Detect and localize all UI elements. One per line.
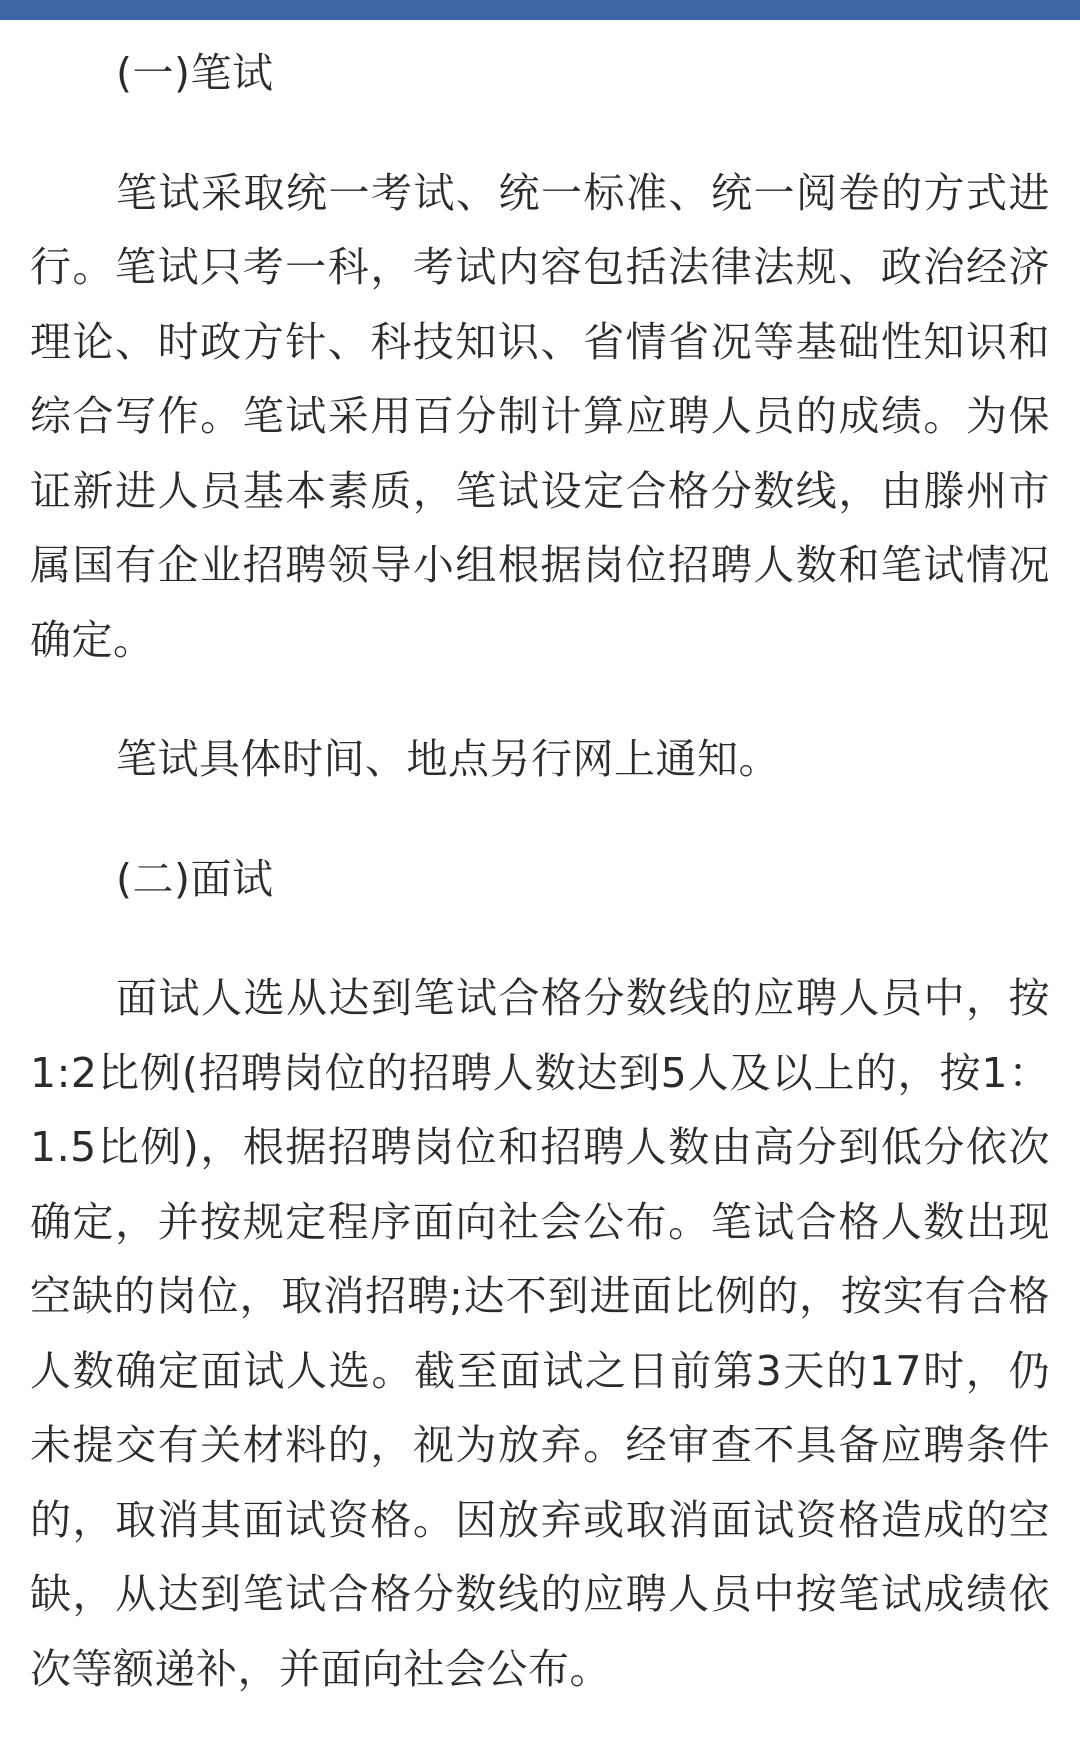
paragraph-written-exam-details: 笔试采取统一考试、统一标准、统一阅卷的方式进行。笔试只考一科，考试内容包括法律法规、政治经济理论、时政方针、科技知识、省情省况等基础性知识和综合写作。笔试采用百分制计算应聘人员的成绩。为保证新进人员基本素质，笔试设定合格分数线，由滕州市属国有企业招聘领导小组根据岗位招聘人数和笔试情况确定。 [30, 168, 1050, 664]
paragraph-interview-details: 面试人选从达到笔试合格分数线的应聘人员中，按1:2比例(招聘岗位的招聘人数达到5人及以上的，按1： 1.5比例)，根据招聘岗位和招聘人数由高分到低分依次确定，并按规定程序面向社会公布。笔试合格人数出现空缺的岗位，取消招聘;达不到进面比例的，按实有合格人数确定面试人选。截至面试之日前第3天的17时，仍未提交有关材料的，视为放弃。经审查不具备应聘条件的，取消其面试资格。因放弃或取消面试资格造成的空缺，从达到笔试合格分数线的应聘人员中按笔试成绩依次等额递补，并面向社会公布。 [30, 974, 1050, 1693]
top-bar [0, 0, 1080, 20]
article-body [30, 36, 1050, 1706]
paragraph-written-exam-notice: 笔试具体时间、地点另行网上通知。 [116, 735, 780, 783]
section-heading-interview: (二)面试 [116, 854, 274, 903]
section-heading-written-exam: (一)笔试 [116, 49, 274, 97]
